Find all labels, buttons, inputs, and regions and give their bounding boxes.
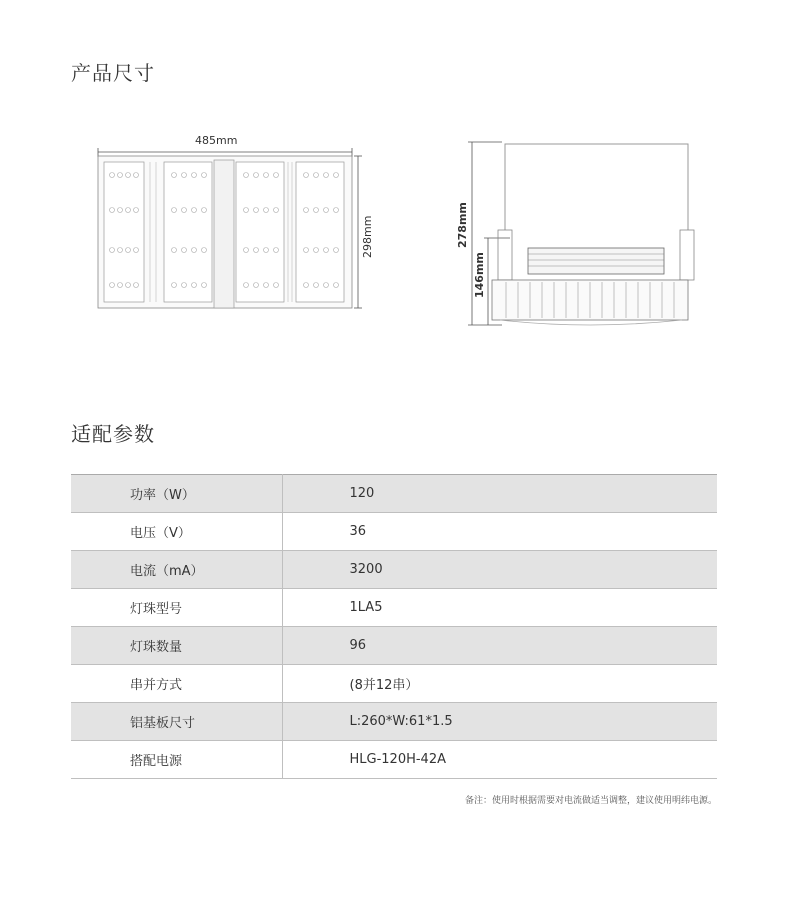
table-row bbox=[71, 627, 717, 665]
front-view-drawing bbox=[90, 130, 380, 320]
spec-value: 36 bbox=[282, 513, 717, 551]
table-row bbox=[71, 589, 717, 627]
spec-value: 120 bbox=[282, 475, 717, 513]
spec-value: L:260*W:61*1.5 bbox=[282, 703, 717, 741]
spec-label: 功率（W） bbox=[71, 475, 282, 513]
spec-label: 灯珠数量 bbox=[71, 627, 282, 665]
spec-value: 96 bbox=[282, 627, 717, 665]
spec-label: 串并方式 bbox=[71, 665, 282, 703]
table-row bbox=[71, 513, 717, 551]
spec-table bbox=[71, 474, 717, 779]
spec-label: 铝基板尺寸 bbox=[71, 703, 282, 741]
table-row bbox=[71, 551, 717, 589]
side-total-dimension-label: 278mm bbox=[456, 202, 469, 248]
table-row bbox=[71, 665, 717, 703]
table-row bbox=[71, 475, 717, 513]
section-title-dimensions: 产品尺寸 bbox=[71, 61, 155, 85]
spec-label: 电压（V） bbox=[71, 513, 282, 551]
side-partial-dimension-label: 146mm bbox=[473, 252, 486, 298]
spec-label: 搭配电源 bbox=[71, 741, 282, 779]
side-view-drawing bbox=[450, 130, 710, 340]
spec-value: 3200 bbox=[282, 551, 717, 589]
table-row bbox=[71, 703, 717, 741]
footnote: 备注：使用时根据需要对电流做适当调整，建议使用明纬电源。 bbox=[464, 796, 717, 806]
spec-value: HLG-120H-42A bbox=[282, 741, 717, 779]
table-row bbox=[71, 741, 717, 779]
spec-value: 1LA5 bbox=[282, 589, 717, 627]
height-dimension-label: 298mm bbox=[361, 215, 374, 258]
section-title-params: 适配参数 bbox=[71, 422, 155, 446]
width-dimension-label: 485mm bbox=[195, 134, 238, 147]
spec-label: 灯珠型号 bbox=[71, 589, 282, 627]
spec-label: 电流（mA） bbox=[71, 551, 282, 589]
spec-value: (8并12串） bbox=[282, 665, 717, 703]
